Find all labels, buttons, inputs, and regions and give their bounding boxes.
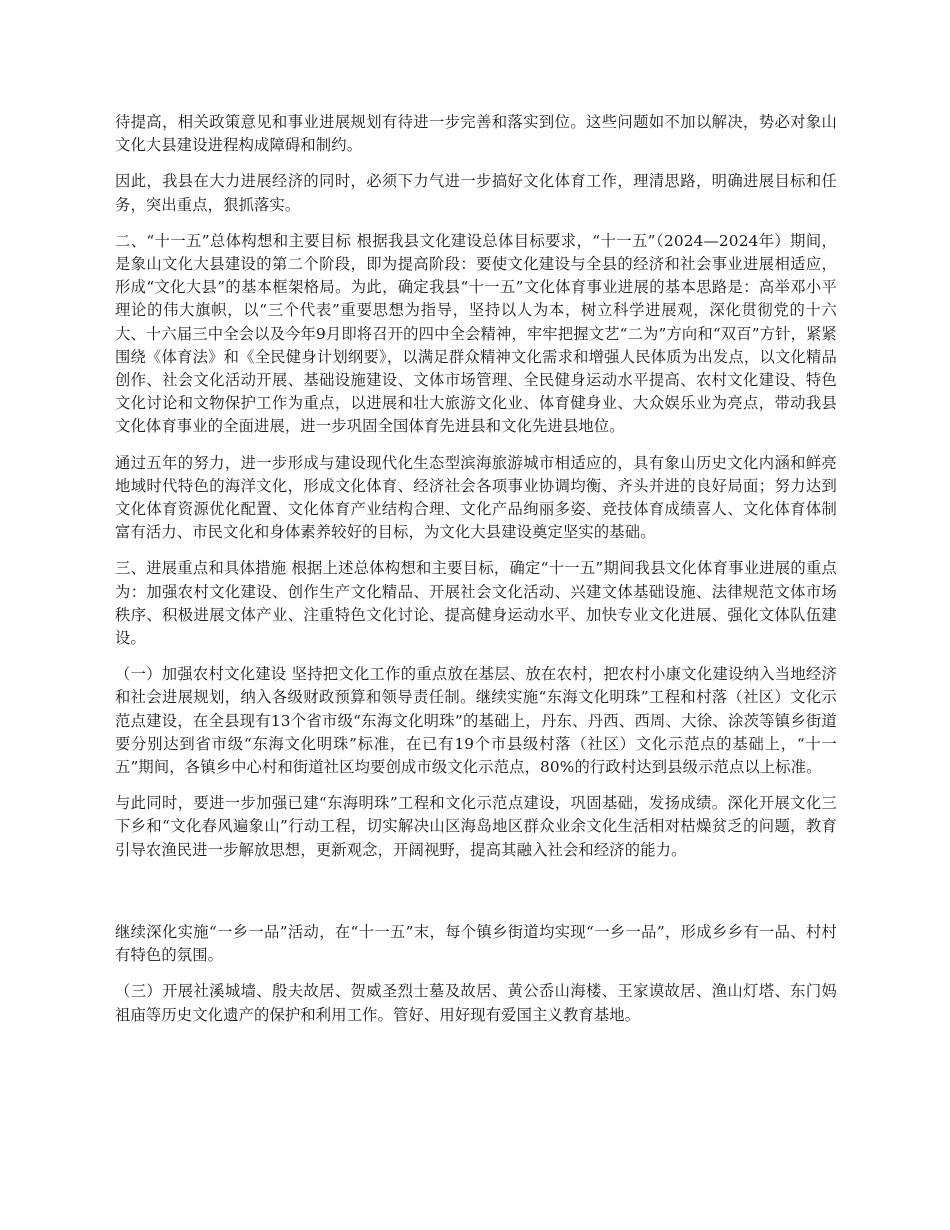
paragraph-5: 三、进展重点和具体措施 根据上述总体构想和主要目标，确定“十一五”期间我县文化体育事业进展的重点为：加强农村文化建设、创作生产文化精品、开展社会文化活动、兴建文体基础设施、法律规范文体市场秩序、积极进展文体产业、注重特色文化讨论、提高健身运动水平、加快专业文化进展、强化文体队伍建设。 [115,559,837,648]
paragraph-7: 与此同时，要进一步加强已建“东海明珠”工程和文化示范点建设，巩固基础，发扬成绩。深化开展文化三下乡和“文化春风遍象山”行动工程，切实解决山区海岛地区群众业余文化生活相对枯燥贫乏的问题，教育引导农渔民进一步解放思想，更新观念，开阔视野，提高其融入社会和经济的能力。 [115,794,837,859]
document-body [115,111,837,1040]
paragraph-9: （三）开展社溪城墙、殷夫故居、贺威圣烈士墓及故居、黄公岙山海楼、王家谟故居、渔山灯塔、东门妈祖庙等历史文化遗产的保护和利用工作。管好、用好现有爱国主义教育基地。 [115,982,837,1024]
blank-gap [115,875,837,921]
paragraph-2: 因此，我县在大力进展经济的同时，必须下力气进一步搞好文化体育工作，理清思路，明确进展目标和任务，突出重点，狠抓落实。 [115,172,837,214]
paragraph-1: 待提高，相关政策意见和事业进展规划有待进一步完善和落实到位。这些问题如不加以解决，势必对象山文化大县建设进程构成障碍和制约。 [115,113,837,155]
paragraph-3: 二、“十一五”总体构想和主要目标 根据我县文化建设总体目标要求，“十一五”（2024—2024年）期间，是象山文化大县建设的第二个阶段，即为提高阶段：要使文化建设与全县的经济和社会事业进展相适应，形成“文化大县”的基本框架格局。为此，确定我县“十一五”文化体育事业进展的基本思路是：高举邓小平理论的伟大旗帜，以“三个代表”重要思想为指导，坚持以人为本，树立科学进展观，深化贯彻党的十六大、十六届三中全会以及今年9月即将召开的四中全会精神，牢牢把握文艺“二为”方向和“双百”方针，紧紧围绕《体育法》和《全民健身计划纲要》，以满足群众精神文化需求和增强人民体质为出发点，以文化精品创作、社会文化活动开展、基础设施建设、文体市场管理、全民健身运动水平提高、农村文化建设、特色文化讨论和文物保护工作为重点，以进展和壮大旅游文化业、体育健身业、大众娱乐业为亮点，带动我县文化体育事业的全面进展，进一步巩固全国体育先进县和文化先进县地位。 [115,231,837,436]
paragraph-8: 继续深化实施“一乡一品”活动，在“十一五”末，每个镇乡街道均实现“一乡一品”，形成乡乡有一品、村村有特色的氛围。 [115,922,837,965]
paragraph-6: （一）加强农村文化建设 坚持把文化工作的重点放在基层、放在农村，把农村小康文化建设纳入当地经济和社会进展规划，纳入各级财政预算和领导责任制。继续实施“东海文化明珠”工程和村落（社区）文化示范点建设，在全县现有13个省市级“东海文化明珠”的基础上，丹东、丹西、西周、大徐、涂茨等镇乡街道要分别达到省市级“东海文化明珠”标准，在已有19个市县级村落（社区）文化示范点的基础上，“十一五”期间，各镇乡中心村和街道社区均要创成市级文化示范点，80%的行政村达到县级示范点以上标准。 [115,665,837,777]
paragraph-4: 通过五年的努力，进一步形成与建设现代化生态型滨海旅游城市相适应的，具有象山历史文化内涵和鲜亮地域时代特色的海洋文化，形成文化体育、经济社会各项事业协调均衡、齐头并进的良好局面；努力达到文化体育资源优化配置、文化体育产业结构合理、文化产品绚丽多姿、竞技体育成绩喜人、文化体育体制富有活力、市民文化和身体素养较好的目标，为文化大县建设奠定坚实的基础。 [115,453,837,542]
